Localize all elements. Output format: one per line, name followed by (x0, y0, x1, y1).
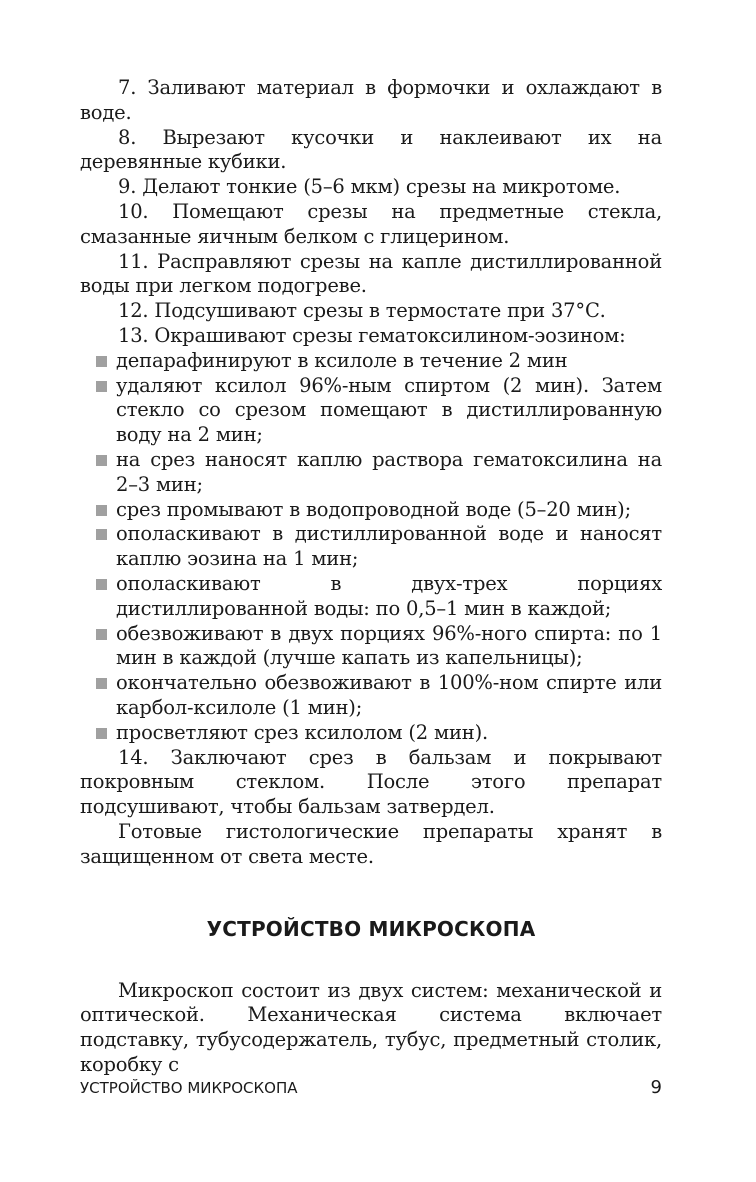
list-item-text: на срез наносят каплю раствора гематоксилина на 2–3 мин; (116, 447, 662, 496)
page-footer (80, 1076, 662, 1100)
list-item-text: просветляют срез ксилолом (2 мин). (116, 720, 488, 744)
bullet-square-icon (96, 356, 107, 367)
list-item (80, 498, 662, 523)
step-9-paragraph: 9. Делают тонкие (5–6 мкм) срезы на микротоме. (118, 175, 621, 199)
staining-steps-list (80, 349, 662, 746)
running-head: УСТРОЙСТВО МИКРОСКОПА (80, 1079, 298, 1097)
bullet-square-icon (96, 381, 107, 392)
list-item-text: окончательно обезвоживают в 100%-ном спирте или карбол-ксилоле (1 мин); (116, 671, 662, 719)
step-11-paragraph: 11. Расправляют срезы на капле дистиллированной воды при легком подогреве. (80, 249, 662, 298)
step-10-paragraph: 10. Помещают срезы на предметные стекла, смазанные яичным белком с глицерином. (80, 199, 662, 248)
list-item-text: удаляют ксилол 96%-ным спиртом (2 мин). Затем стекло со срезом помещают в дистиллированную воду на 2 мин; (116, 373, 662, 447)
list-item (80, 522, 662, 572)
list-item (80, 671, 662, 721)
list-item-text: ополаскивают в двух-трех порциях дистиллированной воды: по 0,5–1 мин в каждой; (116, 571, 662, 620)
bullet-square-icon (96, 728, 107, 739)
list-item (80, 622, 662, 672)
bullet-square-icon (96, 455, 107, 466)
list-item-text: депарафинируют в ксилоле в течение 2 мин (116, 348, 568, 372)
storage-paragraph: Готовые гистологические препараты хранят в защищенном от света месте. (80, 819, 662, 868)
bullet-square-icon (96, 629, 107, 640)
list-item-text: обезвоживают в двух порциях 96%-ного спирта: по 1 мин в каждой (лучше капать из капельницы); (116, 621, 662, 670)
step-8-paragraph: 8. Вырезают кусочки и наклеивают их на деревянные кубики. (80, 125, 662, 174)
bullet-square-icon (96, 529, 107, 540)
list-item (80, 572, 662, 622)
section-heading: УСТРОЙСТВО МИКРОСКОПА (206, 916, 536, 941)
list-item (80, 448, 662, 498)
bullet-square-icon (96, 678, 107, 689)
step-14-paragraph: 14. Заключают срез в бальзам и покрывают покровным стеклом. После этого препарат подсушивают, чтобы бальзам затвердел. (80, 745, 662, 819)
bullet-square-icon (96, 505, 107, 516)
page-body (80, 76, 662, 1078)
step-13-paragraph: 13. Окрашивают срезы гематоксилином-эозином: (118, 323, 626, 347)
list-item (80, 349, 662, 374)
step-12-paragraph: 12. Подсушивают срезы в термостате при 37°С. (118, 299, 606, 323)
step-7-paragraph: 7. Заливают материал в формочки и охлаждают в воде. (80, 76, 662, 124)
bullet-square-icon (96, 579, 107, 590)
list-item (80, 374, 662, 448)
list-item (80, 721, 662, 746)
page-number: 9 (650, 1077, 662, 1098)
microscope-paragraph: Микроскоп состоит из двух систем: механической и оптической. Механическая система включает подставку, тубусодержатель, тубус, предметный столик, коробку с (80, 978, 662, 1076)
list-item-text: ополаскивают в дистиллированной воде и наносят каплю эозина на 1 мин; (116, 522, 662, 571)
list-item-text: срез промывают в водопроводной воде (5–20 мин); (116, 497, 631, 521)
